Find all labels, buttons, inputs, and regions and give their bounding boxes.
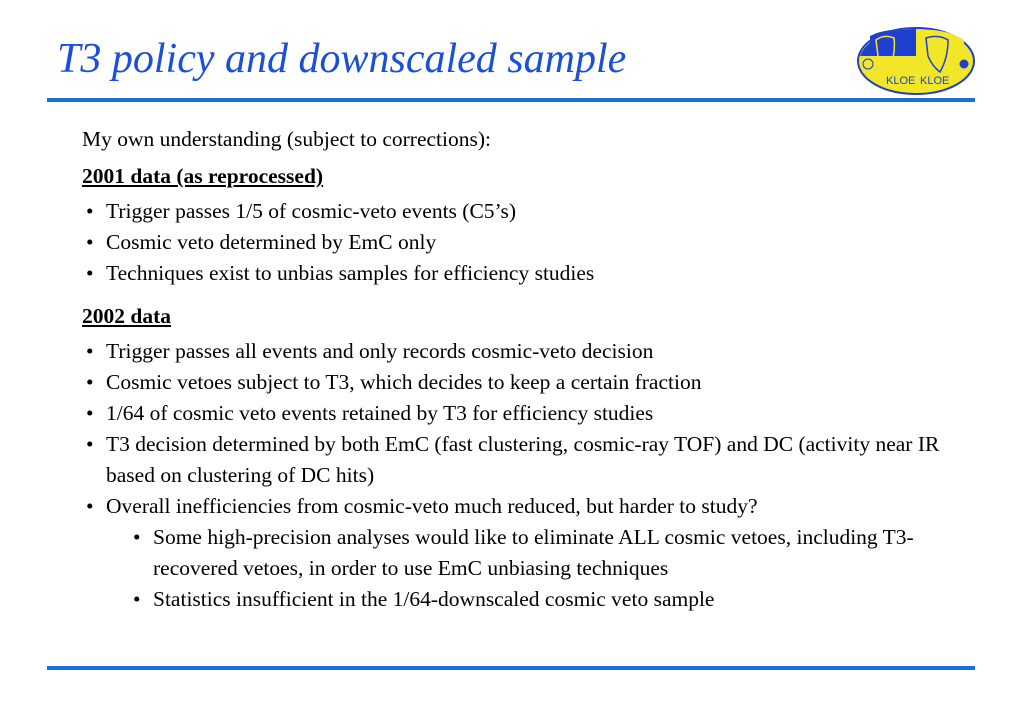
logo-text: KLOE [886,75,916,87]
list-item: • Overall inefficiencies from cosmic-veto much reduced, but harder to study? [82,491,962,522]
list-item: • 1/64 of cosmic veto events retained by T3 for efficiency studies [82,398,962,429]
list-item: • Cosmic vetoes subject to T3, which decides to keep a certain fraction [82,367,962,398]
bullet-list-2002 [82,336,962,522]
list-item: • Trigger passes 1/5 of cosmic-veto events (C5’s) [82,196,962,227]
title-divider [47,98,975,102]
sub-list-item: • Statistics insufficient in the 1/64-downscaled cosmic veto sample [129,584,962,615]
sub-list-item: • Some high-precision analyses would like to eliminate ALL cosmic vetoes, including T3-recovered vetoes, in order to use EmC unbiasing techniques [129,522,962,584]
slide-body [82,124,962,615]
sub-bullet-list [82,522,962,615]
list-item: • Trigger passes all events and only records cosmic-veto decision [82,336,962,367]
slide-title: T3 policy and downscaled sample [57,36,627,82]
list-item: • Cosmic veto determined by EmC only [82,227,962,258]
footer-divider [47,666,975,670]
list-item: • T3 decision determined by both EmC (fast clustering, cosmic-ray TOF) and DC (activity near IR based on clustering of DC hits) [82,429,962,491]
bullet-list-2001 [82,196,962,289]
section-heading-2001: 2001 data (as reprocessed) [82,164,324,188]
section-heading-2002: 2002 data [82,304,171,328]
list-item: • Techniques exist to unbias samples for efficiency studies [82,258,962,289]
logo-text-mirror: KLOE [920,75,950,87]
kloe-logo-icon [856,26,976,96]
intro-text: My own understanding (subject to corrections): [82,127,492,151]
